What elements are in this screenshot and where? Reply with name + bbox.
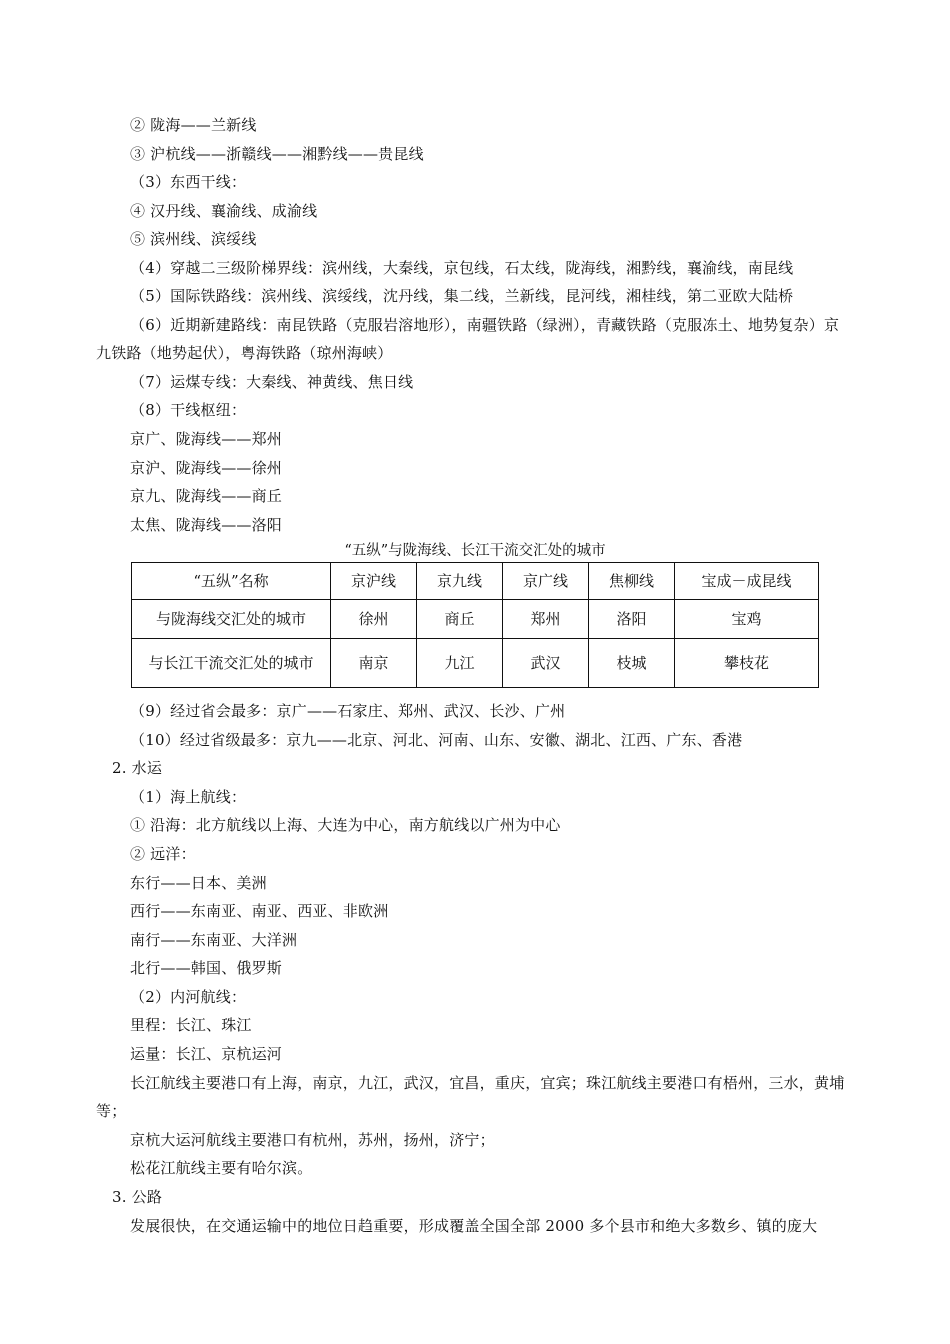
table-cell: 九江 [417, 639, 503, 688]
text-line: 北行——韩国、俄罗斯 [130, 959, 283, 977]
table-caption: “五纵”与陇海线、长江干流交汇处的城市 [344, 543, 606, 559]
text-line: （6）近期新建路线：南昆铁路（克服岩溶地形），南疆铁路（绿洲），青藏铁路（克服冻土、地势复杂）京 [130, 316, 840, 334]
junction-cities-table [131, 562, 819, 688]
text-line: 里程：长江、珠江 [130, 1016, 252, 1034]
table-cell: 武汉 [503, 639, 589, 688]
row-label-cell: 与陇海线交汇处的城市 [132, 600, 331, 639]
text-line: ① 沿海：北方航线以上海、大连为中心，南方航线以广州为中心 [130, 816, 561, 834]
table-cell: 宝鸡 [675, 600, 819, 639]
text-line: 等； [96, 1102, 127, 1120]
header-cell: 京广线 [503, 563, 589, 600]
table-cell: 商丘 [417, 600, 503, 639]
text-line: 京广、陇海线——郑州 [130, 430, 283, 448]
section-heading: 3. 公路 [112, 1188, 163, 1206]
section-heading: 2. 水运 [112, 759, 163, 777]
text-line: 东行——日本、美洲 [130, 874, 267, 892]
header-cell: 宝成－成昆线 [675, 563, 819, 600]
text-line: （8）干线枢纽： [130, 401, 247, 419]
text-line: （3）东西干线： [130, 173, 247, 191]
row-label-cell: 与长江干流交汇处的城市 [132, 639, 331, 688]
text-line: （10）经过省级最多：京九——北京、河北、河南、山东、安徽、湖北、江西、广东、香港 [130, 731, 743, 749]
text-line: 太焦、陇海线——洛阳 [130, 516, 283, 534]
table-row [132, 639, 819, 688]
table-cell: 枝城 [589, 639, 675, 688]
text-line: ② 远洋： [130, 845, 196, 863]
text-line: （7）运煤专线：大秦线、神黄线、焦日线 [130, 373, 414, 391]
header-cell: 京沪线 [331, 563, 417, 600]
text-line: （1）海上航线： [130, 788, 247, 806]
table-row [132, 600, 819, 639]
text-line: 运量：长江、京杭运河 [130, 1045, 283, 1063]
text-line: 西行——东南亚、南亚、西亚、非欧洲 [130, 902, 389, 920]
table-header-row [132, 563, 819, 600]
text-line: （4）穿越二三级阶梯界线：滨州线，大秦线，京包线，石太线，陇海线，湘黔线，襄渝线，南昆线 [130, 259, 794, 277]
table-cell: 徐州 [331, 600, 417, 639]
text-line: ③ 沪杭线——浙赣线——湘黔线——贵昆线 [130, 145, 424, 163]
text-line: ⑤ 滨州线、滨绥线 [130, 230, 257, 248]
text-line: ② 陇海——兰新线 [130, 116, 257, 134]
text-line: 京杭大运河航线主要港口有杭州，苏州，扬州，济宁； [130, 1131, 495, 1149]
text-line: 京九、陇海线——商丘 [130, 487, 283, 505]
text-line: 发展很快，在交通运输中的地位日趋重要，形成覆盖全国全部 2000 多个县市和绝大多数乡、镇的庞大 [130, 1217, 818, 1235]
text-line: （5）国际铁路线：滨州线、滨绥线，沈丹线，集二线，兰新线，昆河线，湘桂线，第二亚欧大陆桥 [130, 287, 794, 305]
text-line: （9）经过省会最多：京广——石家庄、郑州、武汉、长沙、广州 [130, 702, 566, 720]
text-line: 长江航线主要港口有上海，南京，九江，武汉，宜昌，重庆，宜宾；珠江航线主要港口有梧州，三水，黄埔 [130, 1074, 845, 1092]
header-cell: 焦柳线 [589, 563, 675, 600]
text-line: （2）内河航线： [130, 988, 247, 1006]
text-line: 京沪、陇海线——徐州 [130, 459, 283, 477]
table-cell: 洛阳 [589, 600, 675, 639]
header-cell: “五纵”名称 [132, 563, 331, 600]
table-cell: 郑州 [503, 600, 589, 639]
table-cell: 攀枝花 [675, 639, 819, 688]
text-line: 松花江航线主要有哈尔滨。 [130, 1159, 313, 1177]
header-cell: 京九线 [417, 563, 503, 600]
text-line: 南行——东南亚、大洋洲 [130, 931, 298, 949]
text-line: ④ 汉丹线、襄渝线、成渝线 [130, 202, 318, 220]
table-cell: 南京 [331, 639, 417, 688]
text-line: 九铁路（地势起伏），粤海铁路（琼州海峡） [96, 344, 393, 362]
